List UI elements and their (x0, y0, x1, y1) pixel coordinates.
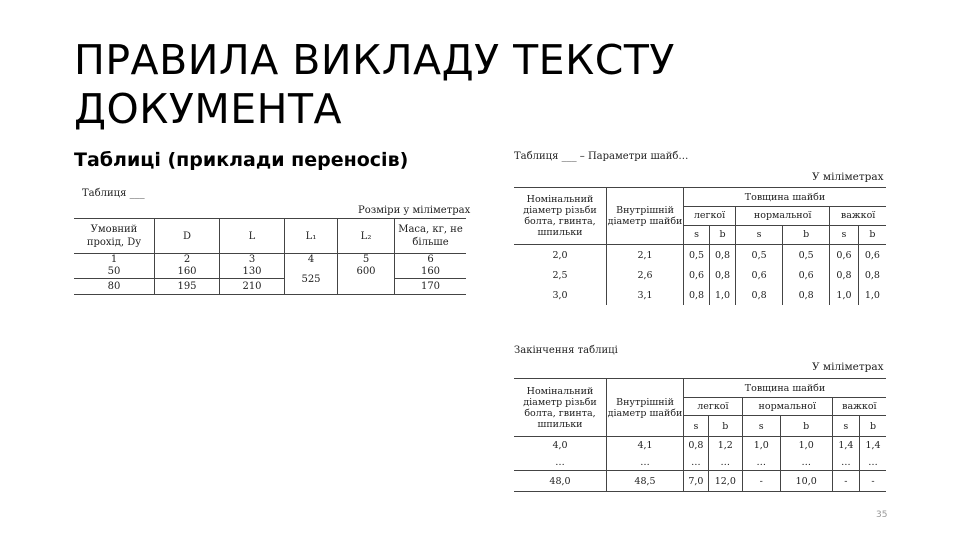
table-cell: 0,8 (684, 285, 710, 305)
table-cell: … (742, 454, 780, 471)
table-cell: 0,5 (684, 245, 710, 266)
header-cell: Номінальний діаметр різьби болта, гвинта, шпильки (514, 379, 607, 437)
table-row (74, 279, 466, 295)
table-cell: … (832, 454, 859, 471)
header-cell: b (858, 225, 886, 244)
table-cell: 1,4 (865, 440, 881, 451)
header-cell: b (780, 416, 832, 437)
table-cell: 160 (155, 266, 220, 279)
header-cell: Умовний прохід, Dу (74, 219, 155, 254)
left-table (74, 218, 466, 295)
table-cell: 1,0 (830, 285, 859, 305)
table-header-row (514, 379, 886, 398)
header-cell: Товщина шайби (684, 188, 887, 207)
table-cell: 2,6 (607, 265, 684, 285)
table-cell: 3 (220, 254, 285, 267)
header-cell: s (736, 225, 783, 244)
left-table-units: Розміри у міліметрах (358, 205, 471, 216)
right-table-caption: Таблиця ___ – Параметри шайб… (514, 151, 689, 162)
table-cell: 160 (395, 266, 467, 279)
header-cell: важкої (832, 398, 886, 416)
table-cell: … (860, 454, 886, 471)
header-cell: Внутрішній діаметр шайби (607, 188, 684, 245)
table-row (514, 265, 886, 285)
table-cell: 195 (155, 279, 220, 295)
title-line-2: ДОКУМЕНТА (74, 85, 343, 133)
header-cell: Внутрішній діаметр шайби (607, 379, 684, 437)
table-cell: 48,5 (607, 471, 684, 492)
table-row (514, 471, 886, 492)
table-cell: 0,6 (864, 249, 880, 261)
header-cell: легкої (684, 398, 743, 416)
table-cell: - (860, 471, 886, 492)
header-cell: легкої (684, 207, 736, 225)
table-cell: 0,8 (864, 269, 880, 281)
continuation-table-caption: Закінчення таблиці (514, 345, 618, 356)
header-cell: важкої (830, 207, 886, 225)
table-row (514, 245, 886, 266)
table-cell: … (684, 454, 709, 471)
right-table (514, 187, 886, 305)
table-row (74, 266, 466, 279)
table-row (514, 285, 886, 305)
header-cell: s (832, 416, 859, 437)
title-line-1: ПРАВИЛА ВИКЛАДУ ТЕКСТУ (74, 36, 675, 84)
table-cell: 4 (285, 254, 338, 267)
header-cell: Номінальний діаметр різьби болта, гвинта, шпильки (514, 188, 607, 245)
table-cell: 2,5 (514, 265, 607, 285)
continuation-table-units: У міліметрах (812, 361, 884, 373)
table-cell: 2,1 (607, 245, 684, 266)
right-table-units: У міліметрах (812, 171, 884, 183)
header-cell: нормальної (742, 398, 832, 416)
table-cell: 130 (220, 266, 285, 279)
table-cell: 7,0 (684, 471, 709, 492)
table-cell: 1 (74, 254, 155, 267)
table-cell: 0,6 (830, 245, 859, 266)
table-row (514, 454, 886, 471)
slide-subtitle: Таблиці (приклади переносів) (74, 149, 409, 171)
page-number: 35 (876, 510, 888, 520)
table-cell: 3,0 (514, 285, 607, 305)
table-cell: 1,2 (708, 437, 742, 455)
header-cell: нормальної (736, 207, 830, 225)
left-table-caption: Таблиця ___ (82, 188, 145, 199)
header-cell: b (783, 225, 830, 244)
table-cell: … (780, 454, 832, 471)
table-cell: 210 (220, 279, 285, 295)
table-cell: 0,8 (684, 437, 709, 455)
table-cell: 0,8 (710, 245, 736, 266)
table-number-row (74, 254, 466, 267)
header-cell: s (684, 416, 709, 437)
table-cell: 1,0 (742, 437, 780, 455)
continuation-table (514, 378, 886, 492)
header-cell: Маса, кг, не більше (395, 219, 467, 254)
table-cell: 12,0 (708, 471, 742, 492)
slide-title (74, 36, 774, 134)
table-cell: … (708, 454, 742, 471)
table-cell: - (832, 471, 859, 492)
table-cell: 1,0 (864, 289, 880, 301)
table-cell: 525 (285, 266, 338, 295)
table-cell: 0,8 (736, 285, 783, 305)
table-cell: 600 (338, 266, 395, 295)
header-cell: L₁ (285, 219, 338, 254)
table-cell: … (514, 454, 607, 471)
table-cell: 0,5 (736, 245, 783, 266)
header-cell: b (708, 416, 742, 437)
table-cell: 0,6 (684, 265, 710, 285)
table-cell: 0,8 (710, 265, 736, 285)
header-cell: L₂ (338, 219, 395, 254)
header-cell: s (830, 225, 859, 244)
table-cell: 1,0 (780, 437, 832, 455)
header-cell: s (684, 225, 710, 244)
table-cell: 0,8 (783, 285, 830, 305)
table-cell: 2 (155, 254, 220, 267)
table-header-row (514, 188, 886, 207)
table-header-row (74, 219, 466, 254)
table-cell: 0,6 (736, 265, 783, 285)
table-cell: 3,1 (607, 285, 684, 305)
table-cell: 4,1 (607, 437, 684, 455)
table-cell: 0,8 (830, 265, 859, 285)
table-cell: 6 (427, 254, 434, 265)
header-cell: b (710, 225, 736, 244)
table-cell: 80 (74, 279, 155, 295)
table-cell: 170 (395, 279, 467, 295)
table-cell: 2,0 (514, 245, 607, 266)
table-row (514, 437, 886, 455)
header-cell: L (220, 219, 285, 254)
table-cell: 1,0 (710, 285, 736, 305)
table-cell: 10,0 (780, 471, 832, 492)
header-cell: D (155, 219, 220, 254)
header-cell: Товщина шайби (684, 379, 887, 398)
table-cell: 48,0 (514, 471, 607, 492)
header-cell: s (742, 416, 780, 437)
table-cell: 0,6 (783, 265, 830, 285)
table-cell: 50 (74, 266, 155, 279)
table-cell: 5 (338, 254, 395, 267)
table-cell: … (607, 454, 684, 471)
table-cell: - (742, 471, 780, 492)
header-cell: b (860, 416, 886, 437)
table-cell: 0,5 (783, 245, 830, 266)
table-cell: 4,0 (514, 437, 607, 455)
table-cell: 1,4 (832, 437, 859, 455)
